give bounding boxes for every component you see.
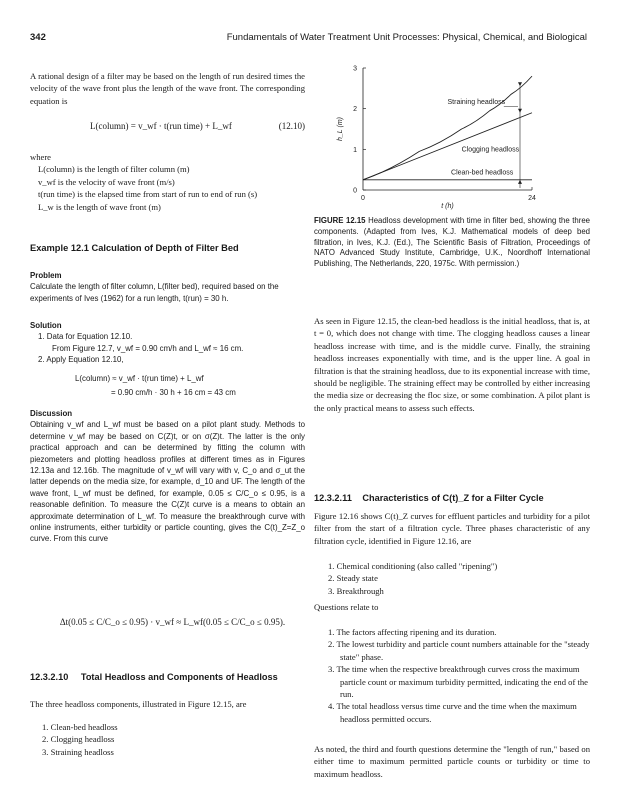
discussion-block — [30, 408, 305, 545]
section-heading-12-3-2-10 — [30, 671, 305, 684]
right-paragraph-1: As seen in Figure 12.15, the clean-bed headloss is the initial headloss, that is, at t = 0, which does not change with time. The clogging headloss causes a linear headloss increase with time, and is the middle curve. Finally, the straining headloss increases exponentially with time, and is the upper line. A goal in filtration is that the straining headloss, due to its exponential increase with time, should be negligible. The straining effect may be controlled by either increasing the media size or decreasing the floc size, or some combination. A pilot plant is the only practical means to assess such effects. — [314, 316, 590, 413]
phases-list — [328, 560, 588, 597]
solution-block — [30, 320, 305, 366]
section-intro: The three headloss components, illustrated in Figure 12.15, are — [30, 699, 247, 709]
arrowhead — [518, 82, 522, 86]
closing-paragraph: As noted, the third and fourth questions determine the "length of run," based on either time to maximum permitted particle counts or turbidity or time to maximum headloss. — [314, 744, 590, 779]
calc-line-1: L(column) ≈ v_wf · t(run time) + L_wf — [75, 374, 204, 383]
x-tick-label: 24 — [528, 195, 536, 202]
section-heading-12-3-2-11 — [314, 493, 590, 503]
list-item: 3. Breakthrough — [328, 585, 384, 596]
x-axis-label: t (h) — [441, 203, 454, 210]
list-item: 1. The factors affecting ripening and its duration. — [328, 627, 497, 637]
figure-caption — [314, 216, 590, 270]
right-paragraph-2: Figure 12.16 shows C(t)_Z curves for effluent particles and turbidity for a pilot filter from the start of a filtration cycle. Three phases characteristic of any filtration cycle, identified in Figure 12.16, are — [314, 511, 590, 546]
y-tick-label: 2 — [353, 106, 357, 114]
equation-text: L(column) = v_wf · t(run time) + L_wf — [90, 121, 232, 131]
list-item: 3. The time when the respective breakthrough curves cross the maximum particle count or maximum turbidity permitted, indicating the end of the run. — [328, 664, 588, 700]
straining-headloss-label: Straining headloss — [447, 98, 506, 106]
section-title: Total Headloss and Components of Headloss — [80, 672, 278, 682]
y-axis-label: h_L (m) — [337, 117, 344, 141]
discussion-label: Discussion — [30, 409, 73, 418]
questions-intro: Questions relate to — [314, 602, 379, 612]
where-block — [30, 151, 305, 213]
where-item: L_w is the length of wave front (m) — [38, 201, 161, 212]
where-item: v_wf is the velocity of wave front (m/s) — [38, 176, 175, 187]
clogging-headloss-label: Clogging headloss — [461, 146, 520, 154]
section-title: Characteristics of C(t)_Z for a Filter Cycle — [362, 493, 544, 503]
problem-block — [30, 270, 305, 304]
example-title: Example 12.1 Calculation of Depth of Filter Bed — [30, 243, 239, 253]
where-item: L(column) is the length of filter column (m) — [38, 164, 190, 175]
solution-label: Solution — [30, 321, 62, 330]
intro-paragraph: A rational design of a filter may be based on the length of run desired times the velocity of the wave front plus the length of the wave front. The corresponding equation is — [30, 71, 305, 106]
where-item: t(run time) is the elapsed time from start of run to end of run (s) — [38, 189, 258, 200]
clean-bed-headloss-label: Clean-bed headloss — [451, 169, 514, 177]
section-number: 12.3.2.11 — [314, 493, 352, 503]
list-item: 4. The total headloss versus time curve and the time when the maximum headloss permitted occurs. — [328, 701, 577, 724]
section-number: 12.3.2.10 — [30, 672, 69, 682]
running-title: Fundamentals of Water Treatment Unit Processes: Physical, Chemical, and Biological — [226, 32, 587, 43]
problem-text: Calculate the length of filter column, L(filter bed), required based on the experiments of Ives (1962) for a run length, t(run) = 30 h. — [30, 282, 279, 303]
list-item: 1. Clean-bed headloss — [42, 722, 118, 732]
y-tick-label: 0 — [353, 187, 357, 195]
solution-step: From Figure 12.7, v_wf = 0.90 cm/h and L_wf ≈ 16 cm. — [52, 343, 244, 353]
where-label: where — [30, 152, 51, 162]
list-item: 2. The lowest turbidity and particle count numbers attainable for the "steady state" phase. — [328, 639, 590, 662]
delta-equation: Δt(0.05 ≤ C/C_o ≤ 0.95) · v_wf ≈ L_wf(0.05 ≤ C/C_o ≤ 0.95). — [59, 617, 286, 627]
series-line — [363, 76, 532, 180]
caption-label: FIGURE 12.15 — [314, 216, 366, 225]
solution-step: 1. Data for Equation 12.10. — [38, 332, 133, 342]
list-item: 3. Straining headloss — [42, 746, 114, 757]
page-number: 342 — [30, 32, 46, 43]
x-tick-label: 0 — [361, 195, 365, 202]
calc-line-2: = 0.90 cm/h · 30 h + 16 cm = 43 cm — [111, 388, 236, 398]
y-tick-label: 1 — [353, 146, 357, 154]
y-tick-label: 3 — [353, 65, 357, 73]
list-item: 2. Clogging headloss — [42, 734, 115, 745]
calculation — [75, 373, 305, 399]
list-item: 1. Chemical conditioning (also called "ripening") — [328, 561, 498, 571]
caption-text: Headloss development with time in filter bed, showing the three components. (Adapted from Ives, K.J. Mathematical models of deep bed filtration, in Ives, K.J. (Ed.), The Scientific Basis of Filtration, Proceedings of NATO Advanced Study Institute, Cambridge, U.K., Noordhoff International Publishing, The Netherlands, 220, 1975c. With permission.) — [314, 216, 591, 269]
arrowhead — [518, 180, 522, 184]
equation-12-10 — [90, 121, 305, 131]
problem-label: Problem — [30, 271, 62, 280]
solution-step: 2. Apply Equation 12.10, — [38, 355, 124, 365]
questions-list — [328, 626, 590, 725]
headloss-chart — [330, 58, 592, 213]
arrowhead — [518, 109, 522, 113]
equation-number: (12.10) — [278, 121, 305, 131]
discussion-text: Obtaining v_wf and L_wf must be based on a pilot plant study. Methods to determine v_wf may be based on C(Z)t, or on σ(Z)t. The latter is the only practical approach and can be determined by fitting the column with piezometers and plotting headloss profiles at different times as in Figures 12.13a and 12.16b. The magnitude of v_wf will vary with v, C_o and σ_ut the latter depends on the media size, for example, d_10 and UF. The length of the wave front, L_wf must be defined, for example, 0.05 ≤ C/C_o ≤ 0.95, is a reasonable definition. To measure the C(Z)t curve is a means to obtain an approximate determination of L_wf. To measure the breakthrough curve with online instruments, either turbidity or particle counting, gives the C(t)_Z=Z_o curve. From this curve — [30, 420, 305, 544]
components-list — [42, 721, 302, 758]
list-item: 2. Steady state — [328, 573, 378, 584]
